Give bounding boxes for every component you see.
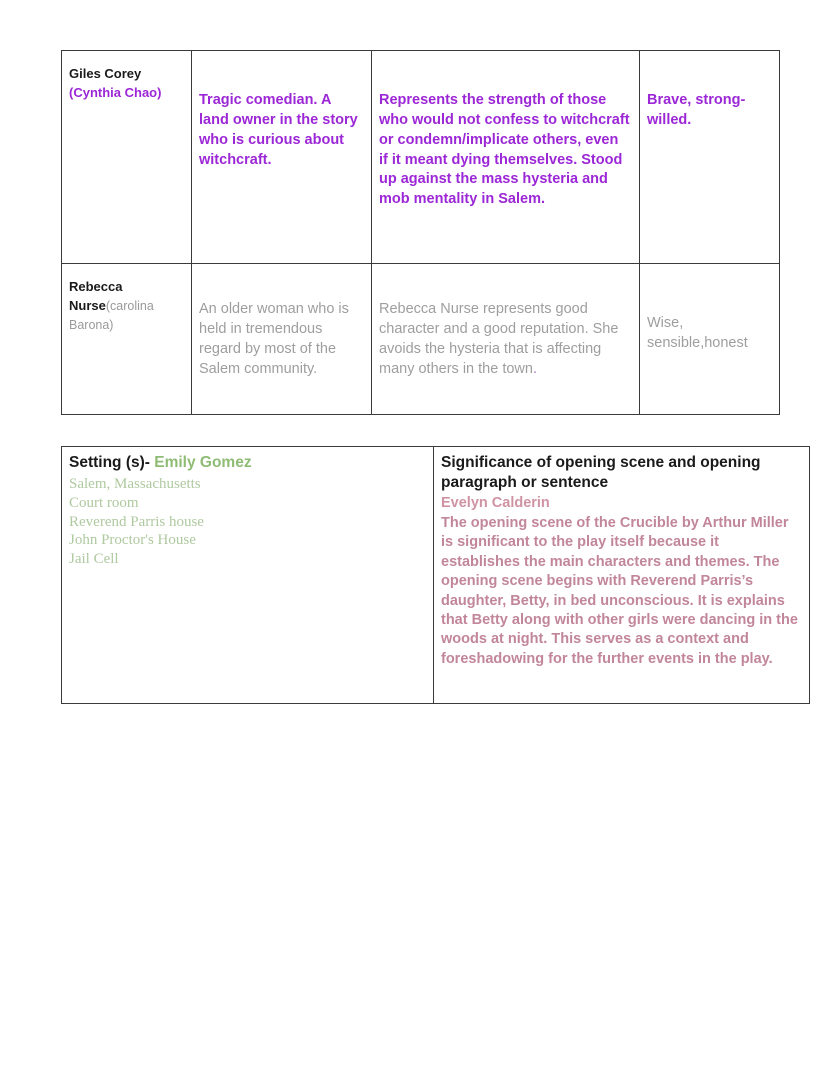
character-contributor: (carolina Barona) (69, 298, 154, 332)
character-representation-cell (372, 51, 640, 264)
character-traits-cell (640, 264, 780, 415)
character-name-text: Rebecca Nurse (69, 279, 123, 313)
list-item: John Proctor's House (69, 532, 196, 549)
character-description-cell (192, 51, 372, 264)
list-item: Court room (69, 494, 139, 511)
significance-cell (434, 447, 810, 704)
list-item: Jail Cell (69, 551, 119, 568)
character-traits-cell (640, 51, 780, 264)
character-traits: Wise, sensible,honest (647, 315, 748, 351)
character-description: An older woman who is held in tremendous regard by most of the Salem community. (199, 301, 349, 377)
character-representation-punct: . (532, 360, 537, 377)
significance-author: Evelyn Calderin (441, 495, 550, 512)
character-traits: Brave, strong-willed. (647, 92, 746, 128)
setting-heading (69, 453, 425, 473)
list-item: Reverend Parris house (69, 513, 204, 530)
character-description: Tragic comedian. A land owner in the story who is curious about witchcraft. (199, 92, 358, 168)
significance-body: The opening scene of the Crucible by Arthur Miller is significant to the play itself because it establishes the main characters and themes. The opening scene begins with Reverend Parris’s daughter, Betty, in bed unconscious. It is explains that Betty along with other girls were dancing in the woods at night. This serves as a context and foreshadowing for the further events in the play. (441, 514, 798, 667)
setting-cell (62, 447, 434, 704)
table-row (62, 264, 780, 415)
significance-heading: Significance of opening scene and opening paragraph or sentence (441, 454, 761, 492)
character-table (61, 50, 780, 415)
setting-author: Emily Gomez (154, 454, 252, 471)
character-representation-text: Rebecca Nurse represents good character and a good reputation. She avoids the hysteria that is affecting many others in the town (379, 301, 619, 377)
character-name (69, 278, 183, 335)
table-row (62, 51, 780, 264)
character-description-cell (192, 264, 372, 415)
character-representation-cell (372, 264, 640, 415)
character-representation (379, 300, 631, 379)
setting-list (69, 475, 425, 569)
list-item: Salem, Massachusetts (69, 476, 201, 493)
character-name-cell (62, 264, 192, 415)
table-row (62, 447, 810, 704)
character-name-cell (62, 51, 192, 264)
character-representation: Represents the strength of those who would not confess to witchcraft or condemn/implicate others, even if it meant dying themselves. Stood up against the mass hysteria and mob mentality in Salem. (379, 92, 630, 208)
setting-significance-table (61, 446, 810, 704)
character-name: Giles Corey (69, 66, 142, 81)
character-contributor: (Cynthia Chao) (69, 84, 162, 100)
setting-heading-label: Setting (s)- (69, 454, 150, 471)
